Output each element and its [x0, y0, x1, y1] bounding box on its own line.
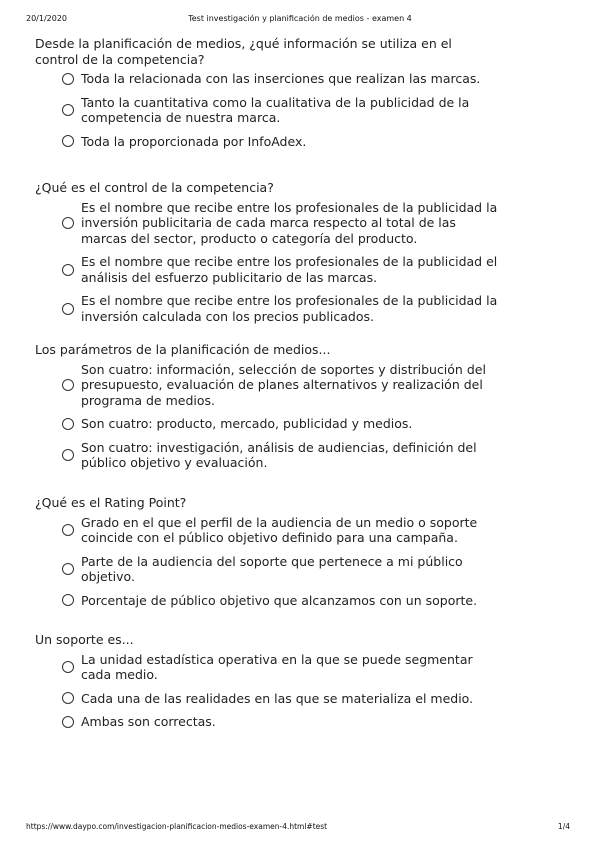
option-4b[interactable]	[62, 554, 575, 585]
question-text: Los parámetros de la planificación de medios...	[35, 342, 331, 357]
option-4a[interactable]	[62, 515, 575, 546]
option-text: Son cuatro: producto, mercado, publicidad y medios.	[81, 416, 413, 431]
option-text: Tanto la cuantitativa como la cualitativa de la publicidad de la competencia de nuestra marca.	[81, 94, 470, 125]
question-2	[35, 180, 575, 332]
question-1	[35, 36, 575, 157]
question-4	[35, 495, 575, 616]
option-text: Es el nombre que recibe entre los profesionales de la publicidad la inversión calculada con los precios publicados.	[81, 293, 498, 324]
option-3b[interactable]	[62, 416, 575, 432]
option-text: Parte de la audiencia del soporte que pertenece a mi público objetivo.	[81, 553, 463, 584]
question-text: Desde la planificación de medios, ¿qué información se utiliza en el control de la competencia?	[35, 36, 452, 67]
radio-button[interactable]	[62, 73, 74, 85]
radio-button[interactable]	[62, 594, 74, 606]
radio-button[interactable]	[62, 716, 74, 728]
option-3c[interactable]	[62, 440, 575, 471]
footer-url: https://www.daypo.com/investigacion-planificacion-medios-examen-4.html#test	[26, 822, 328, 831]
option-2c[interactable]	[62, 293, 575, 324]
option-text: Es el nombre que recibe entre los profesionales de la publicidad la inversión publicitaria de cada marca respecto al total de las marcas del sector, producto o categoría del producto.	[81, 199, 498, 246]
option-text: Es el nombre que recibe entre los profesionales de la publicidad el análisis del esfuerzo publicitario de las marcas.	[81, 254, 498, 285]
option-2a[interactable]	[62, 200, 575, 247]
option-text: Cada una de las realidades en las que se materializa el medio.	[81, 690, 474, 706]
option-1c[interactable]	[62, 134, 575, 150]
radio-button[interactable]	[62, 661, 74, 673]
option-text: Ambas son correctas.	[81, 714, 216, 729]
option-3a[interactable]	[62, 362, 575, 409]
radio-button[interactable]	[62, 418, 74, 430]
option-text: Grado en el que el perfil de la audiencia de un medio o soporte coincide con el público objetivo definido para una campaña.	[81, 514, 478, 545]
question-text: ¿Qué es el Rating Point?	[35, 495, 187, 510]
option-1a[interactable]	[62, 71, 575, 87]
footer-page-number: 1/4	[557, 822, 570, 831]
option-5c[interactable]	[62, 714, 575, 730]
radio-button[interactable]	[62, 217, 74, 229]
radio-button[interactable]	[62, 135, 74, 147]
question-3	[35, 342, 575, 479]
radio-button[interactable]	[62, 104, 74, 116]
option-text: La unidad estadística operativa en la que se puede segmentar cada medio.	[81, 651, 473, 682]
radio-button[interactable]	[62, 524, 74, 536]
option-4c[interactable]	[62, 593, 575, 609]
question-text: Un soporte es...	[35, 632, 134, 647]
option-text: Toda la relacionada con las inserciones que realizan las marcas.	[81, 71, 481, 86]
question-5	[35, 632, 575, 738]
option-1b[interactable]	[62, 95, 575, 126]
option-text: Son cuatro: investigación, análisis de audiencias, definición del público objetivo y evaluación.	[81, 439, 477, 470]
radio-button[interactable]	[62, 692, 74, 704]
option-2b[interactable]	[62, 254, 575, 285]
option-text: Toda la proporcionada por InfoAdex.	[81, 133, 307, 149]
radio-button[interactable]	[62, 264, 74, 276]
header-date: 20/1/2020	[26, 14, 68, 23]
option-text: Porcentaje de público objetivo que alcanzamos con un soporte.	[81, 592, 478, 608]
radio-button[interactable]	[62, 303, 74, 315]
option-text: Son cuatro: información, selección de soportes y distribución del presupuesto, evaluación de planes alternativos y realización del programa de medios.	[81, 361, 486, 408]
option-5a[interactable]	[62, 652, 575, 683]
radio-button[interactable]	[62, 449, 74, 461]
radio-button[interactable]	[62, 563, 74, 575]
header-title: Test investigación y planificación de medios - examen 4	[188, 14, 412, 23]
question-text: ¿Qué es el control de la competencia?	[35, 180, 274, 195]
option-5b[interactable]	[62, 691, 575, 707]
radio-button[interactable]	[62, 379, 74, 391]
